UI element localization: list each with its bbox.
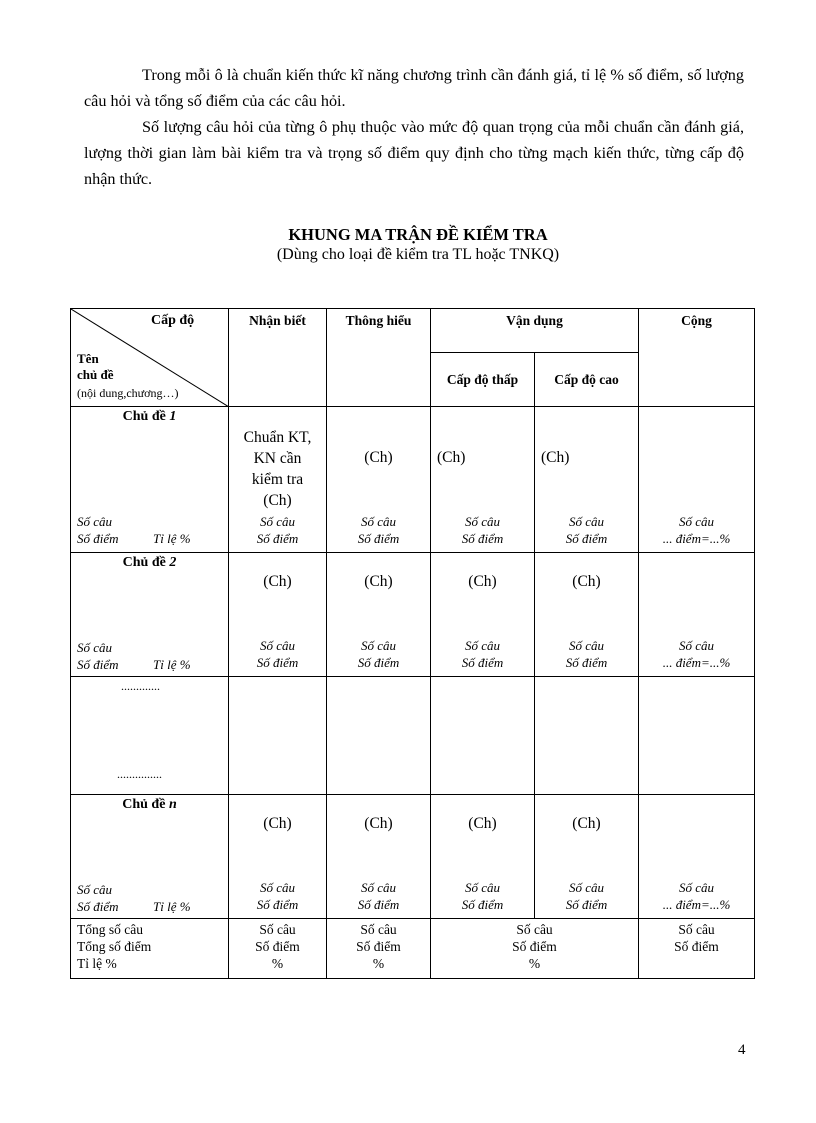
- ch-placeholder: (Ch): [572, 815, 601, 832]
- topic-1-cap-do-cao: [535, 407, 639, 553]
- so-cau-value: Số câu: [568, 514, 605, 529]
- so-cau-value: Số câu: [678, 514, 715, 529]
- table-row-topic-1: [71, 407, 755, 553]
- matrix-title: KHUNG MA TRẬN ĐỀ KIỂM TRA: [288, 225, 548, 244]
- ch-placeholder: (Ch): [541, 449, 570, 466]
- header-chu-de: chủ đề: [77, 367, 114, 382]
- so-cau-value: Số câu: [360, 514, 397, 529]
- so-diem-value: Số điểm: [565, 655, 608, 670]
- topic-2-cell: [71, 553, 229, 677]
- intro-paragraph-2: Số lượng câu hỏi của từng ô phụ thuộc vào mức độ quan trọng của mỗi chuẩn cần đánh giá, lượng thời gian làm bài kiểm tra và trọng số điểm quy định cho từng mạch kiến thức, từng cấp độ nhận thức.: [84, 118, 744, 188]
- so-cau-value: Số câu: [678, 638, 715, 653]
- so-cau-value: Số câu: [464, 638, 501, 653]
- topic-n-title: Chủ đề n: [122, 797, 177, 812]
- dots-bottom: ...............: [117, 767, 162, 781]
- header-cap-do-cao: Cấp độ cao: [535, 353, 639, 407]
- topic-2-thong-hieu: [327, 553, 431, 677]
- so-cau-label: Số câu: [77, 640, 113, 655]
- so-cau-value: Số câu: [259, 514, 296, 529]
- ellipsis-cell: [71, 677, 229, 795]
- topic-n-cap-do-thap: [431, 795, 535, 919]
- so-diem-value: Số điểm: [256, 531, 299, 546]
- so-cau-label: Số câu: [77, 514, 113, 529]
- ch-placeholder: (Ch): [437, 449, 466, 466]
- so-cau-value: Số câu: [259, 638, 296, 653]
- totals-thong-hieu: Số câu Số điểm %: [327, 919, 431, 979]
- so-cau-value: Số câu: [464, 880, 501, 895]
- topic-n-cong: [639, 795, 755, 919]
- topic-1-title: Chủ đề 1: [122, 409, 177, 424]
- totals-nhan-biet: Số câu Số điểm %: [229, 919, 327, 979]
- topic-n-cap-do-cao: [535, 795, 639, 919]
- so-diem-value: Số điểm: [461, 531, 504, 546]
- topic-2-cong: [639, 553, 755, 677]
- empty-cell: [535, 677, 639, 795]
- so-diem-value: Số điểm: [357, 531, 400, 546]
- header-thong-hieu: Thông hiểu: [327, 309, 431, 407]
- topic-2-cap-do-cao: [535, 553, 639, 677]
- totals-ti-le-label: Tỉ lệ %: [77, 956, 117, 971]
- table-row-topic-n: [71, 795, 755, 919]
- chuan-kt-text: Chuẩn KT, KN cần kiểm tra (Ch): [243, 429, 312, 509]
- topic-1-cap-do-thap: [431, 407, 535, 553]
- ti-le-label: Tỉ lệ %: [153, 899, 191, 914]
- so-cau-value: Số câu: [360, 880, 397, 895]
- table-row-totals: [71, 919, 755, 979]
- so-diem-label: Số điểm: [77, 531, 119, 546]
- so-cau-label: Số câu: [77, 882, 113, 897]
- so-cau-value: Số câu: [568, 880, 605, 895]
- header-diagonal-cell: [71, 309, 229, 407]
- ti-le-label: Tỉ lệ %: [153, 657, 191, 672]
- cong-diem-value: ... điểm=...%: [662, 531, 731, 546]
- header-cap-do: Cấp độ: [151, 313, 195, 328]
- ch-placeholder: (Ch): [263, 815, 292, 832]
- so-diem-value: Số điểm: [461, 897, 504, 912]
- topic-n-cell: [71, 795, 229, 919]
- page-number: 4: [738, 1042, 746, 1058]
- header-cong: Cộng: [639, 309, 755, 407]
- cong-diem-value: ... điểm=...%: [662, 655, 731, 670]
- so-diem-value: Số điểm: [461, 655, 504, 670]
- table-row-topic-2: [71, 553, 755, 677]
- so-diem-value: Số điểm: [565, 897, 608, 912]
- empty-cell: [327, 677, 431, 795]
- so-diem-value: Số điểm: [256, 655, 299, 670]
- so-diem-label: Số điểm: [77, 899, 119, 914]
- so-diem-label: Số điểm: [77, 657, 119, 672]
- table-row-ellipsis: [71, 677, 755, 795]
- empty-cell: [639, 677, 755, 795]
- ti-le-label: Tỉ lệ %: [153, 531, 191, 546]
- totals-label-cell: [71, 919, 229, 979]
- ch-placeholder: (Ch): [468, 815, 497, 832]
- totals-cong: Số câu Số điểm: [639, 919, 755, 979]
- topic-n-thong-hieu: [327, 795, 431, 919]
- topic-1-nhan-biet: [229, 407, 327, 553]
- topic-2-title: Chủ đề 2: [122, 555, 177, 570]
- topic-1-cong: [639, 407, 755, 553]
- so-diem-value: Số điểm: [256, 897, 299, 912]
- ch-placeholder: (Ch): [263, 573, 292, 590]
- so-cau-value: Số câu: [259, 880, 296, 895]
- tong-so-diem-label: Tổng số điểm: [77, 939, 152, 954]
- ch-placeholder: (Ch): [572, 573, 601, 590]
- intro-paragraph-1: Trong mỗi ô là chuẩn kiến thức kĩ năng chương trình cần đánh giá, tỉ lệ % số điểm, số lượng câu hỏi và tổng số điểm của các câu hỏi.: [84, 66, 744, 110]
- topic-2-cap-do-thap: [431, 553, 535, 677]
- so-cau-value: Số câu: [360, 638, 397, 653]
- header-ten: Tên: [77, 351, 99, 366]
- topic-1-thong-hieu: [327, 407, 431, 553]
- so-cau-value: Số câu: [464, 514, 501, 529]
- ch-placeholder: (Ch): [468, 573, 497, 590]
- so-cau-value: Số câu: [568, 638, 605, 653]
- header-noi-dung: (nội dung,chương…): [77, 386, 179, 400]
- empty-cell: [431, 677, 535, 795]
- totals-van-dung: Số câu Số điểm %: [431, 919, 639, 979]
- so-cau-value: Số câu: [678, 880, 715, 895]
- ch-placeholder: (Ch): [364, 815, 393, 832]
- so-diem-value: Số điểm: [565, 531, 608, 546]
- topic-1-cell: [71, 407, 229, 553]
- header-van-dung: Vận dụng: [431, 309, 639, 353]
- header-nhan-biet: Nhận biết: [229, 309, 327, 407]
- so-diem-value: Số điểm: [357, 655, 400, 670]
- ch-placeholder: (Ch): [364, 449, 393, 466]
- topic-n-nhan-biet: [229, 795, 327, 919]
- tong-so-cau-label: Tổng số câu: [77, 922, 143, 937]
- header-cap-do-thap: Cấp độ thấp: [431, 353, 535, 407]
- ch-placeholder: (Ch): [364, 573, 393, 590]
- cong-diem-value: ... điểm=...%: [662, 897, 731, 912]
- so-diem-value: Số điểm: [357, 897, 400, 912]
- matrix-subtitle: (Dùng cho loại đề kiểm tra TL hoặc TNKQ): [276, 246, 560, 263]
- topic-2-nhan-biet: [229, 553, 327, 677]
- empty-cell: [229, 677, 327, 795]
- dots-top: .............: [121, 679, 160, 693]
- test-matrix-table: [70, 308, 755, 979]
